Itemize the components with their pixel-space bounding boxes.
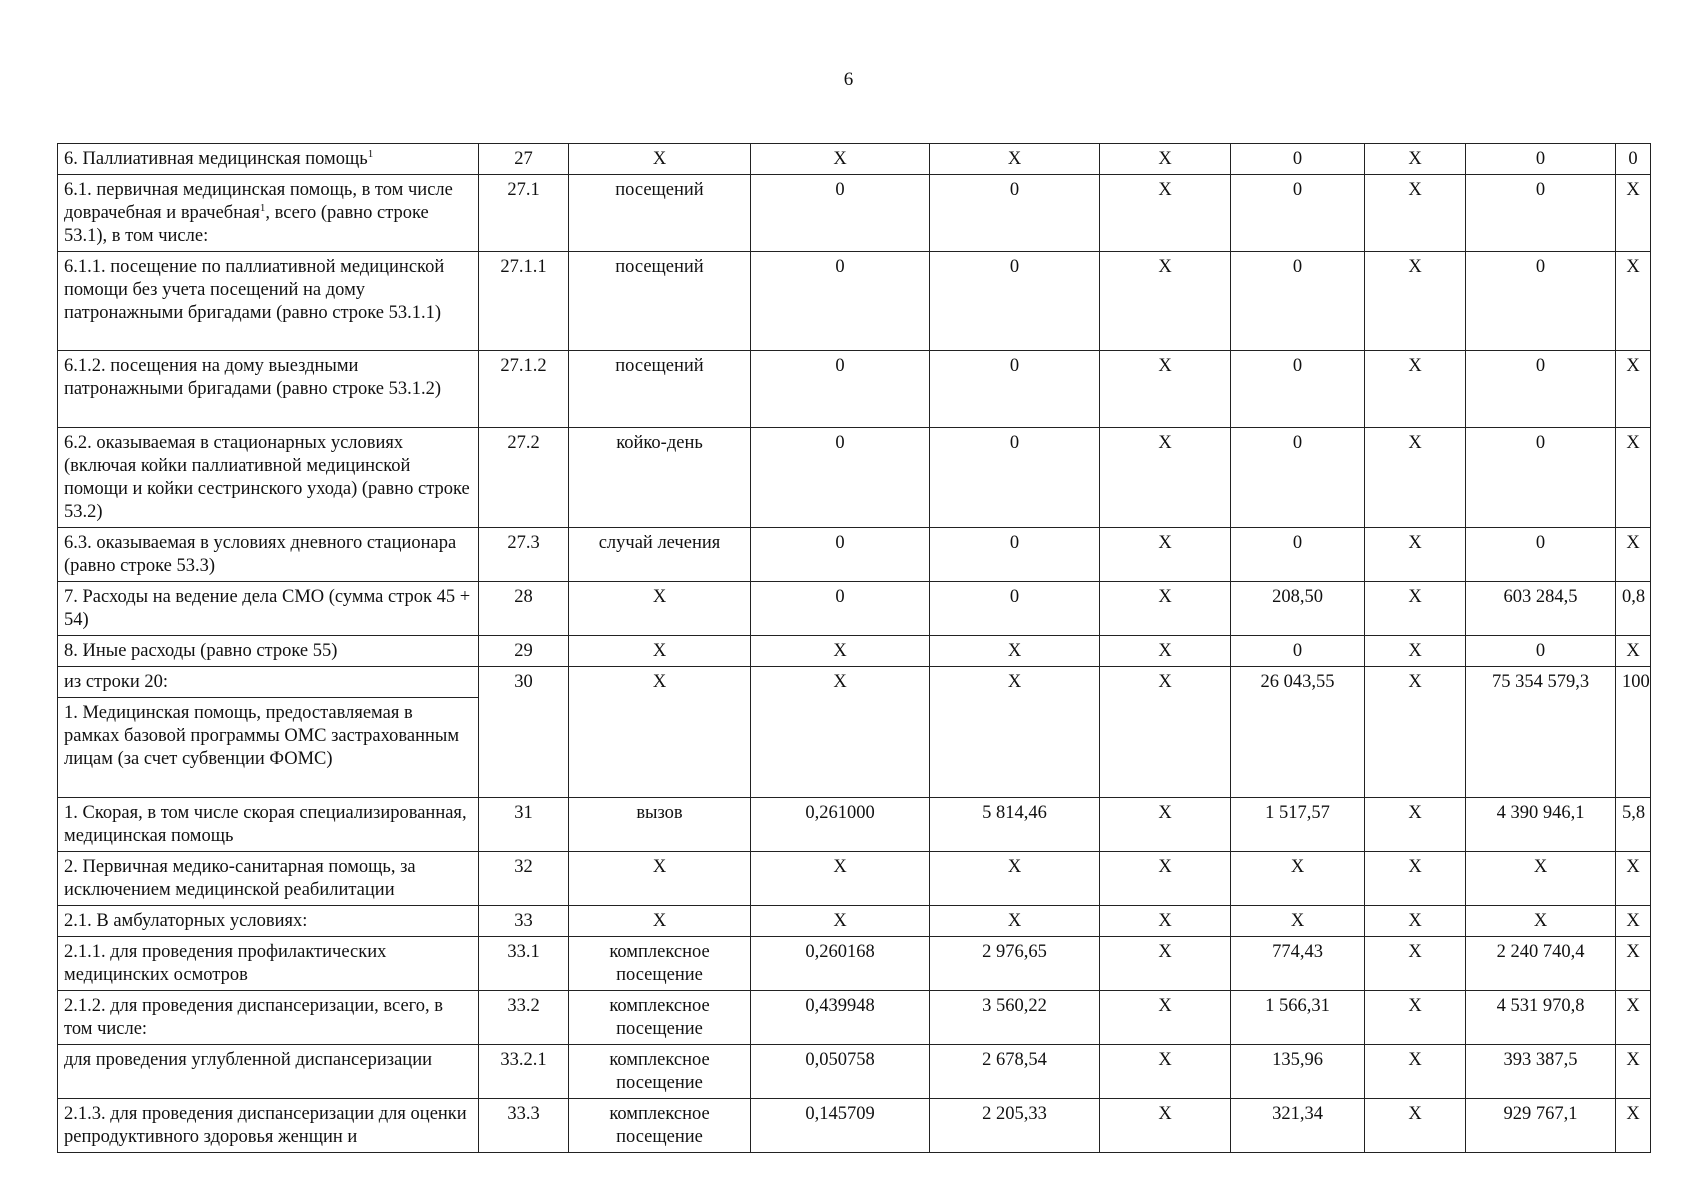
- row-code: 27.1: [479, 175, 569, 252]
- row-col4: X: [751, 667, 930, 798]
- row-col10: 0: [1616, 144, 1651, 175]
- row-col5: X: [930, 852, 1100, 906]
- row-col10: X: [1616, 428, 1651, 528]
- row-col7: 135,96: [1231, 1045, 1365, 1099]
- row-col5: 0: [930, 428, 1100, 528]
- table-row: [58, 1045, 1651, 1099]
- row-col8: X: [1365, 175, 1466, 252]
- row-col10: X: [1616, 991, 1651, 1045]
- row-unit: X: [569, 582, 751, 636]
- row-col6: X: [1100, 667, 1231, 798]
- row-col10: X: [1616, 1099, 1651, 1153]
- row-col8: X: [1365, 937, 1466, 991]
- row-col6: X: [1100, 175, 1231, 252]
- row-unit: вызов: [569, 798, 751, 852]
- row-code: 27.1.1: [479, 252, 569, 351]
- row-col10: X: [1616, 175, 1651, 252]
- table-row: [58, 636, 1651, 667]
- footnote-mark: 1: [259, 201, 266, 214]
- row-unit: комплексное посещение: [569, 1099, 751, 1153]
- row-col8: X: [1365, 351, 1466, 428]
- row-col5: 2 976,65: [930, 937, 1100, 991]
- row-unit: X: [569, 667, 751, 798]
- row-col8: X: [1365, 1099, 1466, 1153]
- row-unit: посещений: [569, 351, 751, 428]
- row-col7: 208,50: [1231, 582, 1365, 636]
- table-row: [58, 252, 1651, 351]
- row-unit: комплексное посещение: [569, 991, 751, 1045]
- row-col8: X: [1365, 667, 1466, 798]
- row-name: 2. Первичная медико-санитарная помощь, за исключением медицинской реабилитации: [58, 852, 479, 906]
- row-col5: X: [930, 667, 1100, 798]
- row-code: 33.2.1: [479, 1045, 569, 1099]
- row-col6: X: [1100, 1045, 1231, 1099]
- row-col6: X: [1100, 528, 1231, 582]
- row-code: 27.1.2: [479, 351, 569, 428]
- table-row: [58, 528, 1651, 582]
- row-code: 33.2: [479, 991, 569, 1045]
- table-row: [58, 852, 1651, 906]
- row-unit: койко-день: [569, 428, 751, 528]
- row-col8: X: [1365, 144, 1466, 175]
- row-col8: X: [1365, 582, 1466, 636]
- row-col5: 0: [930, 252, 1100, 351]
- row-col8: X: [1365, 528, 1466, 582]
- row-col5: 0: [930, 582, 1100, 636]
- row-col10: 100: [1616, 667, 1651, 798]
- row-col4: 0: [751, 528, 930, 582]
- row-code: 27.3: [479, 528, 569, 582]
- table-row: [58, 798, 1651, 852]
- table-row: [58, 937, 1651, 991]
- row-code: 33.1: [479, 937, 569, 991]
- row-col4: 0: [751, 582, 930, 636]
- table-row: [58, 1099, 1651, 1153]
- row-unit: комплексное посещение: [569, 1045, 751, 1099]
- table-row: [58, 991, 1651, 1045]
- row-col4: 0,050758: [751, 1045, 930, 1099]
- row-col10: X: [1616, 636, 1651, 667]
- row-col4: X: [751, 636, 930, 667]
- row-col4: 0: [751, 428, 930, 528]
- row-col5: 0: [930, 528, 1100, 582]
- row-col5: 3 560,22: [930, 991, 1100, 1045]
- row-col7: 1 517,57: [1231, 798, 1365, 852]
- row-col10: X: [1616, 252, 1651, 351]
- row-name: 6. Паллиативная медицинская помощь$^1$: [58, 144, 479, 175]
- row-col7: 0: [1231, 528, 1365, 582]
- row-col4: 0,260168: [751, 937, 930, 991]
- page-number: 6: [843, 69, 854, 90]
- row-col9: 0: [1466, 144, 1616, 175]
- row-name: 1. Скорая, в том числе скорая специализированная, медицинская помощь: [58, 798, 479, 852]
- row-col4: 0: [751, 175, 930, 252]
- row-code: 27.2: [479, 428, 569, 528]
- row-unit: случай лечения: [569, 528, 751, 582]
- row-col7: 321,34: [1231, 1099, 1365, 1153]
- row-col6: X: [1100, 428, 1231, 528]
- row-name: 8. Иные расходы (равно строке 55): [58, 636, 479, 667]
- row-col5: 2 205,33: [930, 1099, 1100, 1153]
- row-col6: X: [1100, 351, 1231, 428]
- row-col9: 929 767,1: [1466, 1099, 1616, 1153]
- row-col8: X: [1365, 991, 1466, 1045]
- row-unit: X: [569, 636, 751, 667]
- row-name: 6.1. первичная медицинская помощь, в том числе доврачебная и врачебная$^1$, всего (равно строке 53.1), в том числе:: [58, 175, 479, 252]
- row-col5: X: [930, 144, 1100, 175]
- row-name: 6.3. оказываемая в условиях дневного стационара (равно строке 53.3): [58, 528, 479, 582]
- row-col4: X: [751, 144, 930, 175]
- row-col9: 0: [1466, 351, 1616, 428]
- row-code: 30: [479, 667, 569, 798]
- row-code: 33.3: [479, 1099, 569, 1153]
- row-col9: 4 531 970,8: [1466, 991, 1616, 1045]
- row-col7: 26 043,55: [1231, 667, 1365, 798]
- row-name: 2.1.3. для проведения диспансеризации для оценки репродуктивного здоровья женщин и: [58, 1099, 479, 1153]
- row-col9: 0: [1466, 428, 1616, 528]
- row-col7: 0: [1231, 144, 1365, 175]
- row-col6: X: [1100, 991, 1231, 1045]
- row-col8: X: [1365, 906, 1466, 937]
- row-col9: 0: [1466, 528, 1616, 582]
- row-unit: посещений: [569, 252, 751, 351]
- footnote-mark: 1: [367, 147, 374, 160]
- row-name: 6.1.1. посещение по паллиативной медицинской помощи без учета посещений на дому патронажными бригадами (равно строке 53.1.1): [58, 252, 479, 351]
- row-col7: X: [1231, 906, 1365, 937]
- row-col7: 0: [1231, 252, 1365, 351]
- row-col6: X: [1100, 144, 1231, 175]
- row-col8: X: [1365, 636, 1466, 667]
- row-col6: X: [1100, 252, 1231, 351]
- row-name: 6.2. оказываемая в стационарных условиях (включая койки паллиативной медицинской помощи и койки сестринского ухода) (равно строке 53.2): [58, 428, 479, 528]
- row-col7: 0: [1231, 351, 1365, 428]
- row-col4: 0,145709: [751, 1099, 930, 1153]
- row-col5: X: [930, 906, 1100, 937]
- row-col9: 4 390 946,1: [1466, 798, 1616, 852]
- row-name: из строки 20:: [58, 667, 479, 698]
- row-col6: X: [1100, 937, 1231, 991]
- row-col7: X: [1231, 852, 1365, 906]
- row-col4: 0,261000: [751, 798, 930, 852]
- row-col7: 774,43: [1231, 937, 1365, 991]
- row-col4: X: [751, 906, 930, 937]
- row-col10: X: [1616, 1045, 1651, 1099]
- row-unit: X: [569, 852, 751, 906]
- row-col9: 2 240 740,4: [1466, 937, 1616, 991]
- row-code: 29: [479, 636, 569, 667]
- table-row: [58, 428, 1651, 528]
- row-name-sub: 1. Медицинская помощь, предоставляемая в рамках базовой программы ОМС застрахованным лицам (за счет субвенции ФОМС): [58, 698, 479, 798]
- table-row: [58, 351, 1651, 428]
- row-unit: посещений: [569, 175, 751, 252]
- row-col10: 0,8: [1616, 582, 1651, 636]
- table-row: [58, 906, 1651, 937]
- row-name: 2.1.2. для проведения диспансеризации, всего, в том числе:: [58, 991, 479, 1045]
- row-col4: 0: [751, 351, 930, 428]
- row-col5: 0: [930, 175, 1100, 252]
- row-col9: 0: [1466, 636, 1616, 667]
- row-unit: комплексное посещение: [569, 937, 751, 991]
- row-col5: X: [930, 636, 1100, 667]
- row-col9: 393 387,5: [1466, 1045, 1616, 1099]
- row-col9: 0: [1466, 175, 1616, 252]
- row-col7: 0: [1231, 175, 1365, 252]
- row-col4: X: [751, 852, 930, 906]
- row-code: 31: [479, 798, 569, 852]
- row-col7: 1 566,31: [1231, 991, 1365, 1045]
- row-col6: X: [1100, 798, 1231, 852]
- row-col6: X: [1100, 636, 1231, 667]
- table-row: [58, 582, 1651, 636]
- row-col4: 0,439948: [751, 991, 930, 1045]
- row-col10: X: [1616, 528, 1651, 582]
- row-unit: X: [569, 906, 751, 937]
- row-unit: X: [569, 144, 751, 175]
- row-name: для проведения углубленной диспансеризации: [58, 1045, 479, 1099]
- row-col8: X: [1365, 852, 1466, 906]
- table-row: [58, 144, 1651, 175]
- row-col10: 5,8: [1616, 798, 1651, 852]
- row-name: 6.1.2. посещения на дому выездными патронажными бригадами (равно строке 53.1.2): [58, 351, 479, 428]
- row-col4: 0: [751, 252, 930, 351]
- row-col9: X: [1466, 906, 1616, 937]
- row-col6: X: [1100, 1099, 1231, 1153]
- row-col5: 5 814,46: [930, 798, 1100, 852]
- table-row: [58, 667, 1651, 698]
- row-col8: X: [1365, 798, 1466, 852]
- row-col6: X: [1100, 582, 1231, 636]
- row-code: 32: [479, 852, 569, 906]
- row-code: 33: [479, 906, 569, 937]
- row-col7: 0: [1231, 428, 1365, 528]
- row-col9: X: [1466, 852, 1616, 906]
- row-name: 7. Расходы на ведение дела СМО (сумма строк 45 + 54): [58, 582, 479, 636]
- row-col6: X: [1100, 906, 1231, 937]
- row-col10: X: [1616, 906, 1651, 937]
- row-col9: 75 354 579,3: [1466, 667, 1616, 798]
- row-col8: X: [1365, 252, 1466, 351]
- row-col7: 0: [1231, 636, 1365, 667]
- row-col8: X: [1365, 1045, 1466, 1099]
- row-col10: X: [1616, 852, 1651, 906]
- row-col9: 603 284,5: [1466, 582, 1616, 636]
- row-name: 2.1. В амбулаторных условиях:: [58, 906, 479, 937]
- row-col6: X: [1100, 852, 1231, 906]
- row-col10: X: [1616, 937, 1651, 991]
- row-col5: 2 678,54: [930, 1045, 1100, 1099]
- row-col5: 0: [930, 351, 1100, 428]
- row-col8: X: [1365, 428, 1466, 528]
- row-col10: X: [1616, 351, 1651, 428]
- row-code: 28: [479, 582, 569, 636]
- table-row: [58, 175, 1651, 252]
- data-table: [57, 143, 1651, 1153]
- row-col9: 0: [1466, 252, 1616, 351]
- row-code: 27: [479, 144, 569, 175]
- row-name: 2.1.1. для проведения профилактических медицинских осмотров: [58, 937, 479, 991]
